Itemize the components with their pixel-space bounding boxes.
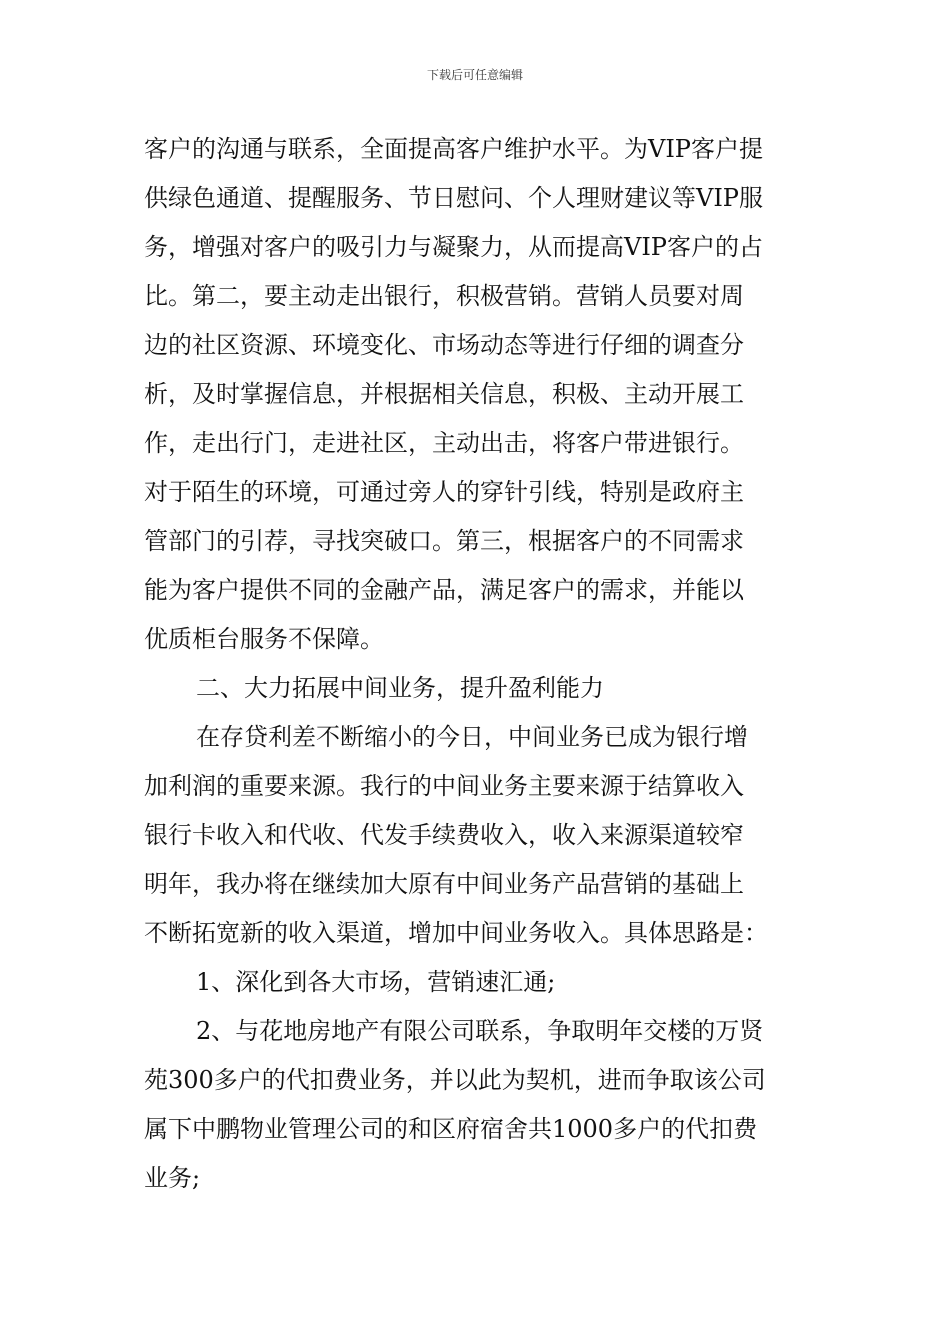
text-line: 不断拓宽新的收入渠道，增加中间业务收入。具体思路是： [144,919,768,947]
text-line: 银行卡收入和代收、代发手续费收入，收入来源渠道较窄 [144,821,744,849]
text-line: 能为客户提供不同的金融产品，满足客户的需求，并能以 [144,576,744,604]
text-line: 析，及时掌握信息，并根据相关信息，积极、主动开展工 [144,380,744,408]
document-body [144,125,812,1203]
page-header: 下载后可任意编辑 [426,68,523,82]
text-line: 加利润的重要来源。我行的中间业务主要来源于结算收入 [144,772,744,800]
section-heading: 二、大力拓展中间业务，提升盈利能力 [196,674,604,702]
paragraph-start: 在存贷利差不断缩小的今日，中间业务已成为银行增 [196,723,748,751]
text-line: 业务; [144,1164,201,1192]
text-line: 管部门的引荐，寻找突破口。第三，根据客户的不同需求 [144,527,744,555]
text-line: 客户的沟通与联系，全面提高客户维护水平。为VIP客户提 [144,135,763,163]
text-line: 供绿色通道、提醒服务、节日慰问、个人理财建议等VIP服 [144,184,763,212]
text-line: 比。第二，要主动走出银行，积极营销。营销人员要对周 [144,282,744,310]
text-line: 属下中鹏物业管理公司的和区府宿舍共1000多户的代扣费 [144,1115,758,1143]
list-item-2: 2、与花地房地产有限公司联系，争取明年交楼的万贤 [196,1017,764,1045]
text-line: 对于陌生的环境，可通过旁人的穿针引线，特别是政府主 [144,478,744,506]
text-line: 作，走出行门，走进社区，主动出击，将客户带进银行。 [144,429,744,457]
text-line: 苑300多户的代扣费业务，并以此为契机，进而争取该公司 [144,1066,766,1094]
text-line: 务，增强对客户的吸引力与凝聚力，从而提高VIP客户的占 [144,233,763,261]
text-line: 优质柜台服务不保障。 [144,625,384,653]
text-line: 边的社区资源、环境变化、市场动态等进行仔细的调查分 [144,331,744,359]
list-item-1: 1、深化到各大市场，营销速汇通; [196,968,556,996]
text-line: 明年，我办将在继续加大原有中间业务产品营销的基础上 [144,870,744,898]
